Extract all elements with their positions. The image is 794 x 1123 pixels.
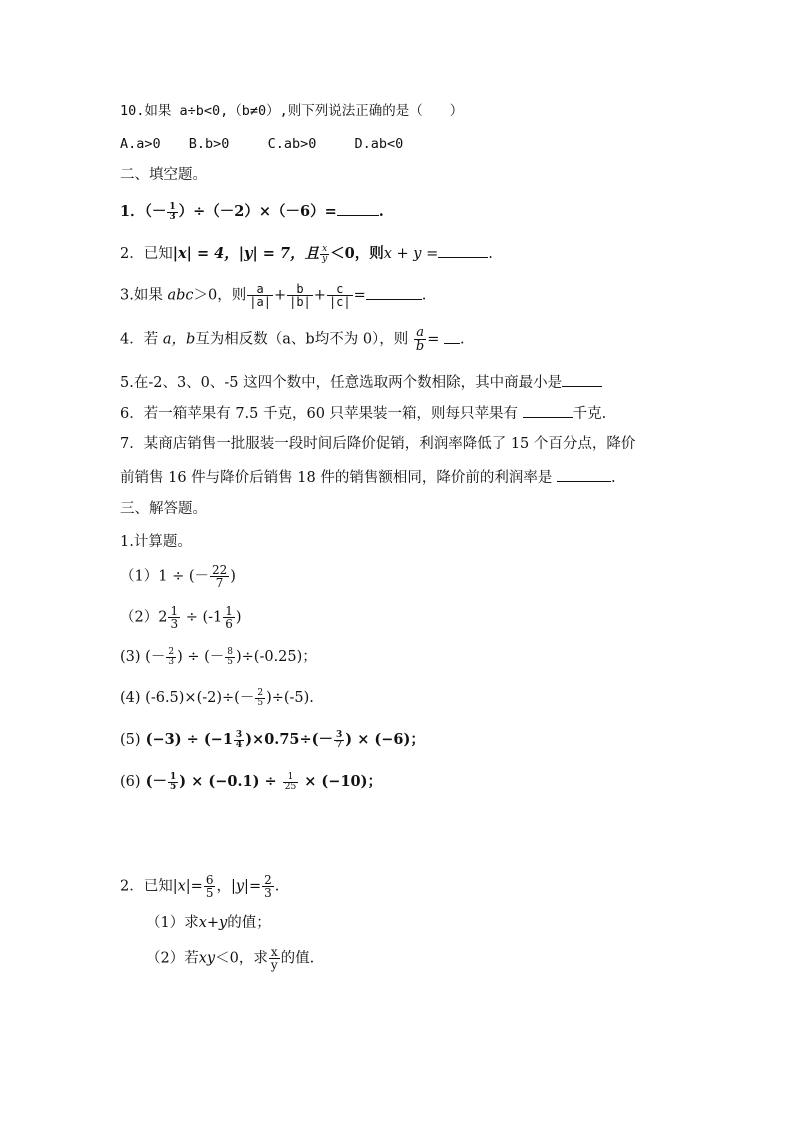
- q-number: 1．: [120, 203, 145, 220]
- expr-part: ) × (−0.1) ÷: [179, 773, 277, 790]
- expr-part: （－: [144, 203, 167, 220]
- expr-part: abc: [167, 287, 194, 304]
- option-c: C.ab>0: [267, 136, 317, 152]
- expr-part: x+y: [198, 915, 228, 931]
- equals-sign: =: [427, 331, 440, 348]
- solve-question-2: [120, 874, 279, 899]
- whole-part: 2: [158, 609, 168, 626]
- answer-blank: [337, 201, 379, 216]
- expr-part: ) ÷ (－: [177, 649, 225, 665]
- expr-part: (－: [145, 773, 167, 790]
- question-10-stem: [120, 101, 463, 121]
- expr-part: |x|=: [172, 878, 203, 895]
- equals-sign: =: [353, 287, 366, 304]
- option-d: D.ab<0: [354, 136, 404, 152]
- plus-sign: +: [273, 287, 287, 304]
- fraction: $\frac{2}{3}$: [264, 873, 272, 900]
- problem-number: (3): [120, 649, 141, 665]
- expr-part: )÷(-5).: [266, 690, 314, 706]
- fraction: $\frac{1}{6}$: [225, 604, 233, 631]
- question-10-text: 10.如果 a÷b<0,（b≠0）,则下列说法正确的是（ ）: [120, 103, 464, 119]
- expr-part: |x| = 4，|y| = 7，且: [172, 245, 320, 262]
- part-text: 的值.: [280, 950, 315, 967]
- period: .: [378, 203, 384, 220]
- fraction: $\frac{a}{b}$: [415, 325, 425, 354]
- fraction: $\frac{2}{3}$: [168, 646, 175, 667]
- part-text: 的值；: [227, 915, 271, 931]
- expr-part: )×0.75÷(－: [245, 731, 334, 748]
- option-a: A.a>0: [120, 136, 161, 152]
- expr-part: ＞0，则: [193, 287, 247, 304]
- q-number: 3.如果: [120, 287, 163, 304]
- period: .: [488, 246, 493, 262]
- fraction: $\frac{a}{|a|}$: [249, 282, 271, 309]
- fill-question-6: [120, 403, 606, 424]
- q-number: 4．若: [120, 331, 159, 348]
- expr-part: (-6.5)×(-2)÷(－: [145, 690, 255, 706]
- fraction: $\frac{c}{|c|}$: [328, 282, 351, 309]
- answer-blank: [444, 329, 460, 344]
- calc-problem-5: [120, 730, 425, 750]
- fraction: $\frac{1}{3}$: [170, 604, 179, 631]
- problem-number: （2）: [120, 609, 159, 626]
- q-number: 2．已知: [120, 246, 173, 262]
- answer-blank: [562, 372, 602, 387]
- fill-question-5: [120, 372, 602, 393]
- expr-part: ): [230, 568, 236, 585]
- answer-blank: [366, 285, 422, 300]
- fraction: $\frac{b}{|b|}$: [289, 282, 311, 309]
- calc-problem-1: [120, 564, 236, 589]
- fraction: $\frac{6}{5}$: [205, 873, 214, 900]
- plus-sign: +: [313, 287, 326, 304]
- fraction: $\frac{2}{5}$: [257, 687, 264, 708]
- fraction: $\frac{1}{3}$: [169, 201, 176, 222]
- calc-problem-6: [120, 772, 382, 792]
- expr-part: )÷(-0.25)；: [235, 649, 317, 665]
- answer-blank: [438, 243, 488, 258]
- q-number: 2．已知: [120, 878, 173, 895]
- part-label: （1）求: [146, 915, 199, 931]
- option-b: B.b>0: [188, 136, 230, 152]
- period: .: [274, 878, 280, 895]
- section-3-title: 三、解答题。: [120, 501, 207, 517]
- calc-problem-3: [120, 647, 317, 667]
- q6-unit: 千克.: [572, 406, 607, 422]
- expr-part: ）÷（－2）×（－6）=: [178, 203, 337, 220]
- problem-number: (4): [120, 690, 141, 706]
- period: .: [610, 470, 616, 486]
- fill-question-1: [120, 201, 384, 222]
- problem-number: (6): [120, 774, 141, 790]
- period: .: [421, 287, 427, 304]
- expr-part: × (−10)；: [304, 773, 382, 790]
- solve-question-2-part-1: [146, 913, 271, 933]
- subsection-calc-title: 1.计算题。: [120, 534, 192, 550]
- expr-part: ) × (−6)；: [345, 731, 425, 748]
- expr-part: 1 ÷ (－: [158, 568, 209, 585]
- fraction: $\frac{x}{y}$: [322, 243, 328, 264]
- answer-blank: [557, 467, 611, 482]
- solve-question-2-part-2: [146, 946, 314, 971]
- expr-part: a，b: [162, 331, 196, 348]
- part-text: ＜0，求: [215, 950, 268, 967]
- part-label: （2）若: [146, 950, 199, 967]
- section-2-title: 二、填空题。: [120, 167, 207, 183]
- q7-text: 前销售 16 件与降价后销售 18 件的销售额相同，降价前的利润率是: [120, 470, 553, 486]
- expr-part: ＜0，则: [330, 245, 384, 262]
- answer-blank: [523, 403, 573, 418]
- q5-text: 5.在-2、3、0、-5 这四个数中，任意选取两个数相除，其中商最小是: [120, 375, 563, 391]
- calc-problem-2: [120, 605, 242, 630]
- calc-problem-4: [120, 688, 314, 708]
- expr-part: 互为相反数（a、b均不为 0），则: [195, 331, 409, 348]
- expr-part: (−3) ÷ (−1: [145, 731, 233, 748]
- problem-number: (5): [120, 732, 141, 748]
- expr-part: |y|=: [230, 878, 262, 895]
- expr-part: (－: [145, 649, 166, 665]
- expr-part: xy: [198, 950, 216, 967]
- fraction: $\frac{1}{25}$: [284, 771, 297, 792]
- fraction: $\frac{x}{y}$: [270, 945, 278, 972]
- fraction: $\frac{22}{7}$: [211, 563, 228, 590]
- fill-question-7-line1: 7．某商店销售一批服装一段时间后降价促销，利润率降低了 15 个百分点，降价: [120, 436, 636, 452]
- comma: ，: [216, 878, 231, 895]
- expr-part: ): [235, 609, 242, 626]
- fraction: $\frac{3}{4}$: [235, 729, 243, 750]
- q6-text: 6．若一箱苹果有 7.5 千克，60 只苹果装一箱，则每只苹果有: [120, 406, 519, 422]
- fraction: $\frac{8}{5}$: [227, 646, 233, 667]
- period: .: [460, 331, 465, 348]
- fill-question-3: [120, 283, 426, 308]
- fill-question-4: [120, 326, 465, 353]
- fill-question-7-line2: [120, 467, 616, 488]
- problem-number: （1）: [120, 568, 159, 585]
- question-10-options: [120, 134, 403, 154]
- expr-part: x + y =: [383, 246, 439, 262]
- fraction: $\frac{3}{7}$: [336, 729, 343, 750]
- fraction: $\frac{1}{5}$: [169, 771, 177, 792]
- expr-part: ÷ (-1: [185, 609, 223, 626]
- fill-question-2: [120, 243, 493, 264]
